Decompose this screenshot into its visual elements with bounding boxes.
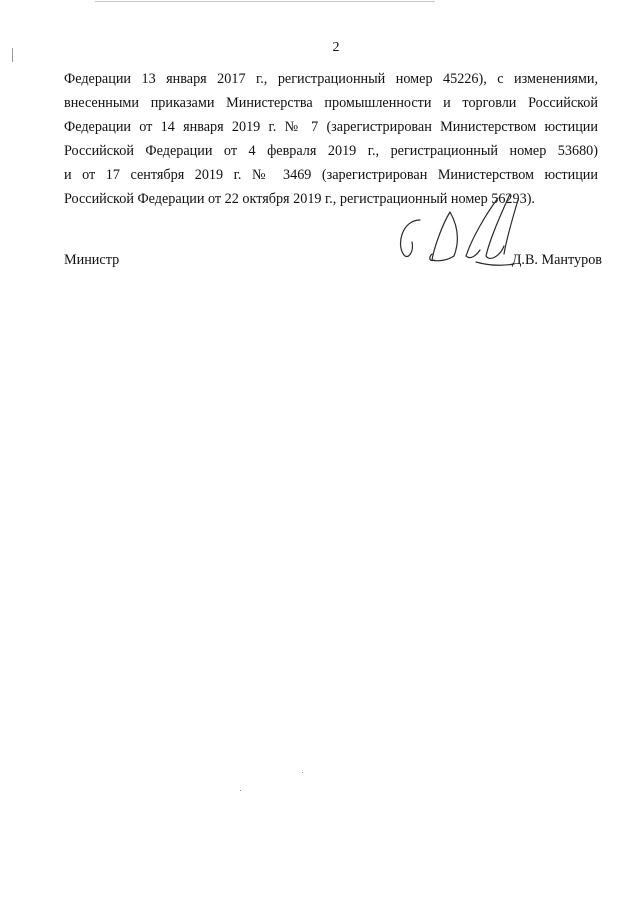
body-line-3: Федерации от 14 января 2019 г. № 7 (зарегистрирован Министерством юстиции bbox=[64, 119, 598, 135]
signatory-name: Д.В. Мантуров bbox=[511, 252, 602, 268]
handwritten-signature bbox=[390, 190, 530, 275]
scan-speck bbox=[240, 790, 241, 791]
scan-speck bbox=[302, 772, 303, 773]
page-number: 2 bbox=[332, 40, 340, 55]
signatory-title: Министр bbox=[64, 252, 120, 268]
body-line-4: Российской Федерации от 4 февраля 2019 г., регистрационный номер 53680) bbox=[64, 143, 598, 159]
top-scan-edge bbox=[95, 1, 435, 2]
body-line-1: Федерации 13 января 2017 г., регистрационный номер 45226), с изменениями, bbox=[64, 71, 598, 87]
body-line-5: и от 17 сентября 2019 г. № 3469 (зарегистрирован Министерством юстиции bbox=[64, 167, 598, 183]
body-line-6: Российской Федерации от 22 октября 2019 г., регистрационный номер 56293). bbox=[64, 191, 535, 207]
body-line-2: внесенными приказами Министерства промышленности и торговли Российской bbox=[64, 95, 598, 111]
